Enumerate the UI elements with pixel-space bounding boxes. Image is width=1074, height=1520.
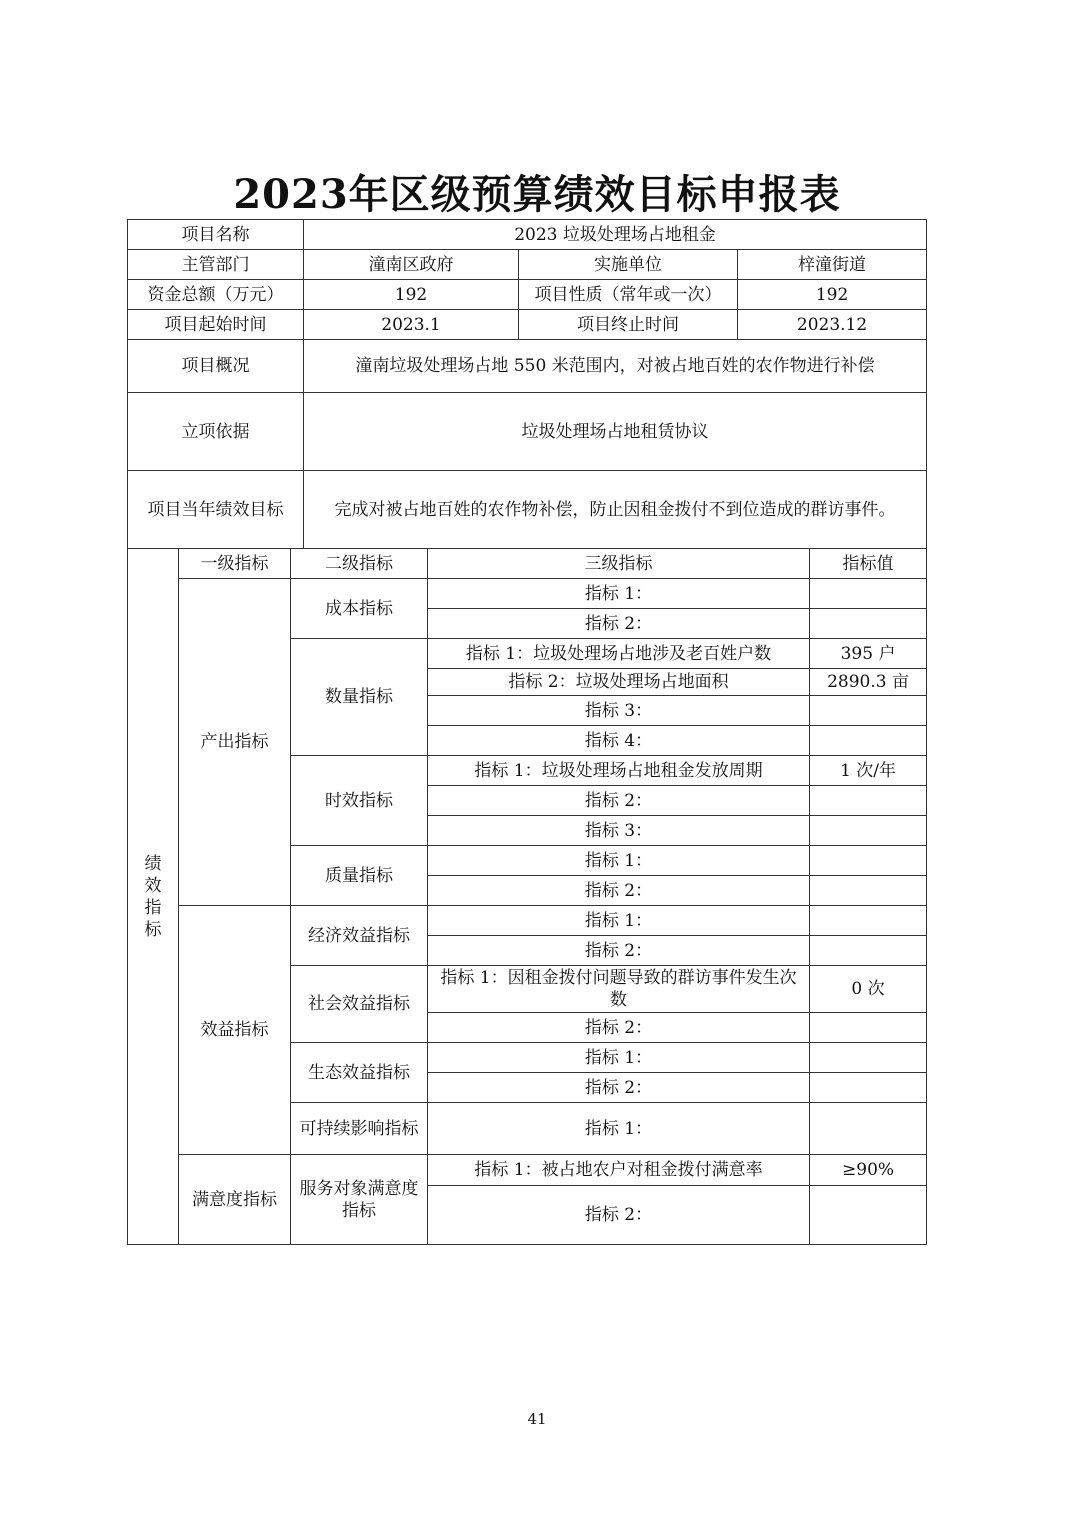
end-label: 项目终止时间 bbox=[519, 310, 738, 340]
section-char: 指 bbox=[144, 897, 162, 918]
indicator-text: 指标 1： bbox=[428, 1043, 810, 1073]
table-row bbox=[128, 579, 927, 609]
indicator-text: 指标 2： bbox=[428, 609, 810, 639]
indicator-text: 指标 2： bbox=[428, 876, 810, 906]
indicator-value bbox=[810, 726, 927, 756]
level1-output: 产出指标 bbox=[179, 579, 291, 906]
table-row bbox=[128, 906, 927, 936]
end-value: 2023.12 bbox=[738, 310, 927, 340]
indicator-text: 指标 2： bbox=[428, 1186, 810, 1245]
section-char: 绩 bbox=[144, 853, 162, 874]
indicator-text: 指标 2：垃圾处理场占地面积 bbox=[428, 669, 810, 696]
level2-cost: 成本指标 bbox=[291, 579, 428, 639]
start-value: 2023.1 bbox=[304, 310, 519, 340]
indicator-text: 指标 2： bbox=[428, 936, 810, 966]
indicator-value bbox=[810, 876, 927, 906]
indicator-value bbox=[810, 1103, 927, 1155]
basis-label: 立项依据 bbox=[128, 393, 304, 471]
dept-label: 主管部门 bbox=[128, 250, 304, 280]
indicator-text: 指标 3： bbox=[428, 816, 810, 846]
indicator-text: 指标 1：垃圾处理场占地租金发放周期 bbox=[428, 756, 810, 786]
basis-value: 垃圾处理场占地租赁协议 bbox=[304, 393, 927, 471]
funds-label: 资金总额（万元） bbox=[128, 280, 304, 310]
start-label: 项目起始时间 bbox=[128, 310, 304, 340]
indicator-text: 指标 1： bbox=[428, 579, 810, 609]
level2-timeliness: 时效指标 bbox=[291, 756, 428, 846]
section-char: 效 bbox=[144, 875, 162, 896]
indicator-text: 指标 1： bbox=[428, 1103, 810, 1155]
level2-social: 社会效益指标 bbox=[291, 966, 428, 1043]
indicator-text: 指标 2： bbox=[428, 1073, 810, 1103]
indicator-value bbox=[810, 609, 927, 639]
indicator-value bbox=[810, 1186, 927, 1245]
indicator-value bbox=[810, 846, 927, 876]
indicator-value: ≥90% bbox=[810, 1155, 927, 1186]
level2-quality: 质量指标 bbox=[291, 846, 428, 906]
indicator-header-row bbox=[128, 549, 927, 579]
indicator-value: 2890.3 亩 bbox=[810, 669, 927, 696]
indicator-value bbox=[810, 786, 927, 816]
indicator-value bbox=[810, 696, 927, 726]
row-time bbox=[128, 310, 927, 340]
nature-value: 192 bbox=[738, 280, 927, 310]
unit-value: 梓潼街道 bbox=[738, 250, 927, 280]
page-title: 2023年区级预算绩效目标申报表 bbox=[233, 171, 841, 218]
overview-label: 项目概况 bbox=[128, 340, 304, 393]
level1-satisfaction: 满意度指标 bbox=[179, 1155, 291, 1245]
indicator-text: 指标 4： bbox=[428, 726, 810, 756]
indicator-text: 指标 1：垃圾处理场占地涉及老百姓户数 bbox=[428, 639, 810, 669]
goal-label: 项目当年绩效目标 bbox=[128, 471, 304, 549]
indicator-value: 0 次 bbox=[810, 966, 927, 1013]
level2-quantity: 数量指标 bbox=[291, 639, 428, 756]
project-name-label: 项目名称 bbox=[128, 220, 304, 250]
unit-label: 实施单位 bbox=[519, 250, 738, 280]
indicator-value: 1 次/年 bbox=[810, 756, 927, 786]
page-number: 41 bbox=[527, 1410, 547, 1428]
level1-benefit: 效益指标 bbox=[179, 906, 291, 1155]
indicator-text: 指标 1：被占地农户对租金拨付满意率 bbox=[428, 1155, 810, 1186]
header-level1: 一级指标 bbox=[179, 549, 291, 579]
indicator-value: 395 户 bbox=[810, 639, 927, 669]
indicator-value bbox=[810, 1043, 927, 1073]
indicator-value bbox=[810, 1073, 927, 1103]
header-value: 指标值 bbox=[810, 549, 927, 579]
row-basis bbox=[128, 393, 927, 471]
indicator-value bbox=[810, 936, 927, 966]
row-goal bbox=[128, 471, 927, 549]
overview-value: 潼南垃圾处理场占地 550 米范围内，对被占地百姓的农作物进行补偿 bbox=[304, 340, 927, 393]
level2-sustainable: 可持续影响指标 bbox=[291, 1103, 428, 1155]
indicator-text: 指标 3： bbox=[428, 696, 810, 726]
indicator-value bbox=[810, 579, 927, 609]
project-name-value: 2023 垃圾处理场占地租金 bbox=[304, 220, 927, 250]
row-overview bbox=[128, 340, 927, 393]
row-project-name bbox=[128, 220, 927, 250]
indicator-text: 指标 1：因租金拨付问题导致的群访事件发生次数 bbox=[428, 966, 810, 1013]
indicator-value bbox=[810, 1013, 927, 1043]
indicator-value bbox=[810, 906, 927, 936]
level2-service: 服务对象满意度指标 bbox=[291, 1155, 428, 1245]
level2-ecological: 生态效益指标 bbox=[291, 1043, 428, 1103]
goal-value: 完成对被占地百姓的农作物补偿，防止因租金拨付不到位造成的群访事件。 bbox=[304, 471, 927, 549]
funds-value: 192 bbox=[304, 280, 519, 310]
table-row bbox=[128, 1155, 927, 1186]
nature-label: 项目性质（常年或一次） bbox=[519, 280, 738, 310]
row-funds bbox=[128, 280, 927, 310]
row-department bbox=[128, 250, 927, 280]
header-level2: 二级指标 bbox=[291, 549, 428, 579]
level2-economic: 经济效益指标 bbox=[291, 906, 428, 966]
budget-performance-form bbox=[127, 219, 927, 1245]
indicator-value bbox=[810, 816, 927, 846]
section-char: 标 bbox=[144, 919, 162, 940]
indicator-text: 指标 2： bbox=[428, 786, 810, 816]
header-level3: 三级指标 bbox=[428, 549, 810, 579]
indicator-text: 指标 2： bbox=[428, 1013, 810, 1043]
indicator-text: 指标 1： bbox=[428, 846, 810, 876]
dept-value: 潼南区政府 bbox=[304, 250, 519, 280]
indicator-text: 指标 1： bbox=[428, 906, 810, 936]
indicator-section-label bbox=[128, 549, 179, 1245]
